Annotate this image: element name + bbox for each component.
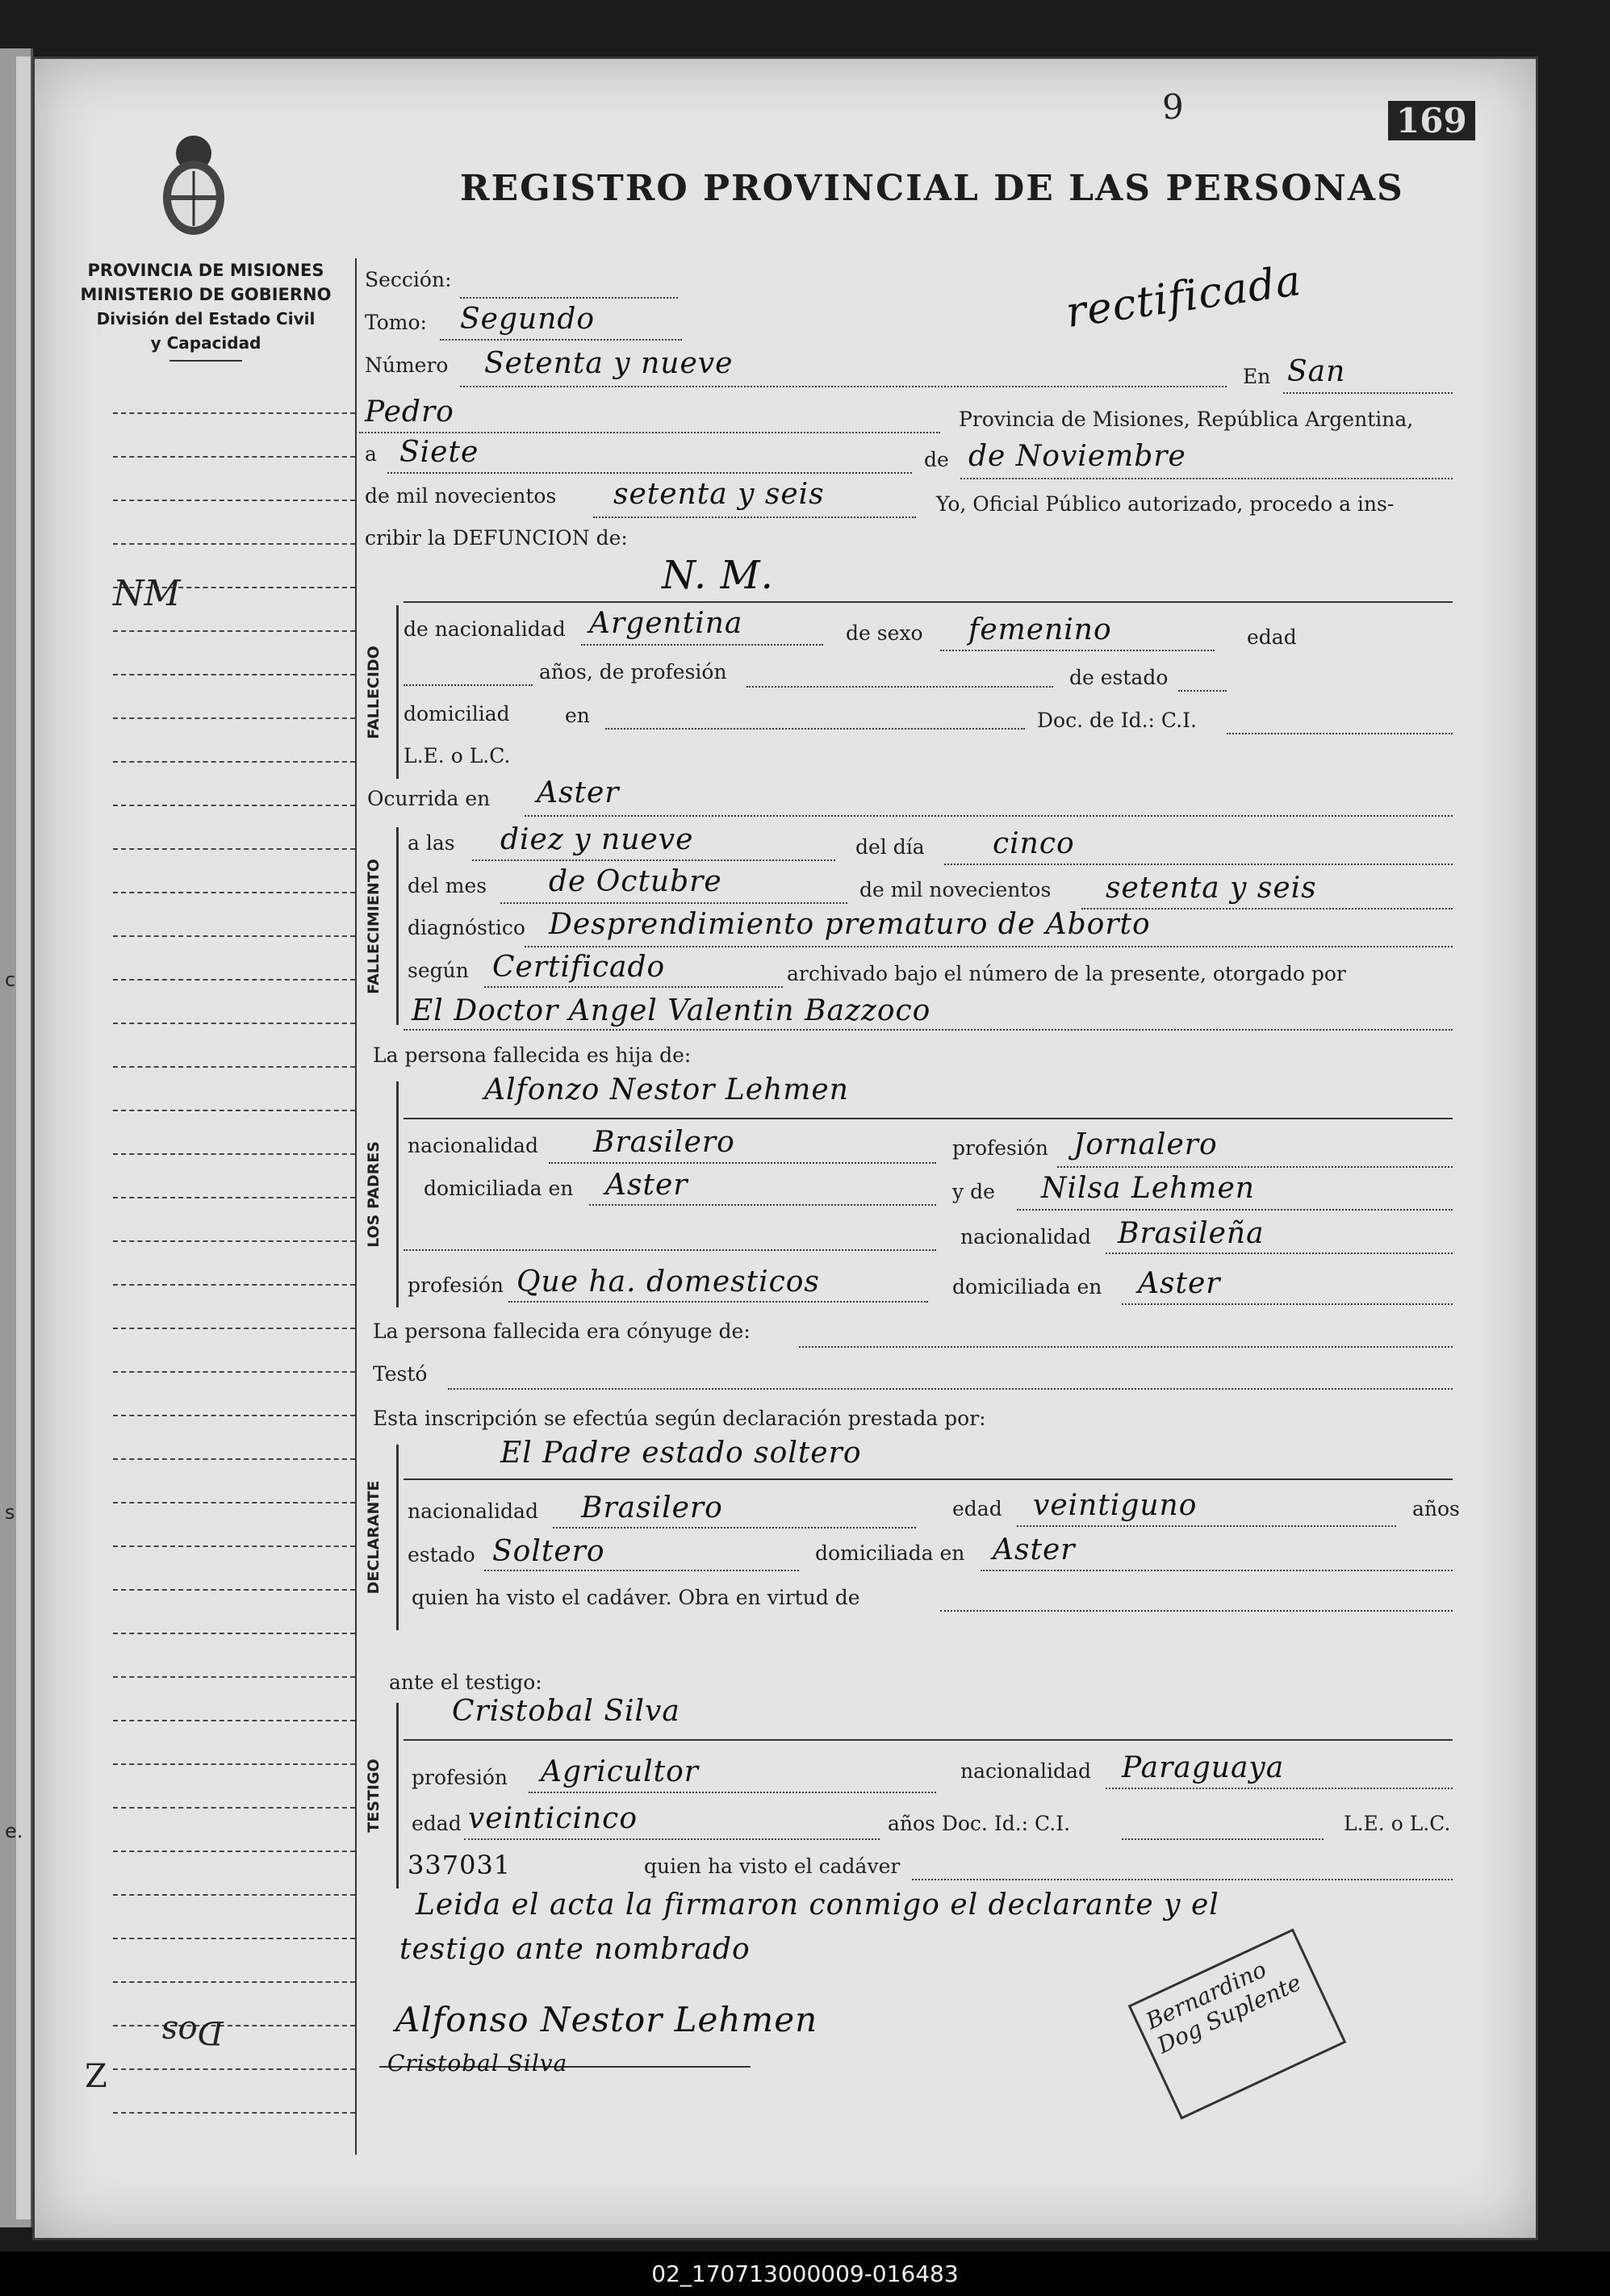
institution-line: División del Estado Civil — [96, 309, 316, 328]
value-padre-profesion: Jornalero — [1073, 1128, 1218, 1161]
left-edge-mark: c — [5, 968, 16, 991]
field-line — [529, 1792, 936, 1793]
field-line — [1106, 1788, 1453, 1789]
value-difunto: N. M. — [662, 553, 774, 598]
label-le-lc-2: L.E. o L.C. — [1344, 1812, 1451, 1835]
value-ocurrida-en: Aster — [537, 776, 620, 809]
label-nacionalidad-4: nacionalidad — [960, 1759, 1091, 1783]
stamp-text: Bernardino Dog Suplente — [1141, 1955, 1306, 2060]
label-profesion-3: profesión — [412, 1766, 508, 1789]
left-edge-mark: e. — [5, 1820, 23, 1842]
institution-line: PROVINCIA DE MISIONES — [87, 261, 324, 280]
value-declarante-estado: Soltero — [492, 1535, 605, 1568]
value-testigo-profesion: Agricultor — [541, 1755, 699, 1788]
margin-note: NM — [113, 573, 181, 614]
value-declarante-edad: veintiguno — [1033, 1489, 1198, 1522]
section-padres — [367, 1081, 399, 1307]
field-line — [404, 1029, 1453, 1031]
field-line — [1227, 733, 1453, 734]
label-yo-oficial: Yo, Oficial Público autorizado, procedo a ins- — [936, 492, 1395, 516]
section-label: FALLECIMIENTO — [365, 858, 383, 994]
label-ocurrida-en: Ocurrida en — [367, 787, 491, 810]
page-number: 9 — [1162, 87, 1184, 127]
value-tomo: Segundo — [460, 303, 596, 336]
value-sexo: femenino — [968, 613, 1112, 646]
label-de: de — [924, 448, 949, 471]
value-diagnostico: Desprendimiento prematuro de Aborto — [549, 908, 1151, 941]
institution-line: MINISTERIO DE GOBIERNO — [80, 285, 332, 304]
field-line — [553, 1527, 916, 1529]
value-declarante-nacionalidad: Brasilero — [581, 1491, 723, 1524]
value-madre: Nilsa Lehmen — [1041, 1172, 1255, 1205]
label-quien-cadaver-2: quien ha visto el cadáver — [644, 1855, 901, 1878]
field-line — [1017, 1209, 1453, 1211]
label-a: a — [365, 442, 377, 466]
label-cribir: cribir la DEFUNCION de: — [365, 526, 628, 550]
value-nacionalidad: Argentina — [589, 607, 743, 640]
stamp-number: 169 — [1388, 101, 1475, 140]
section-testigo — [367, 1703, 399, 1888]
section-fallecimiento — [367, 827, 399, 1025]
page-title: REGISTRO PROVINCIAL DE LAS PERSONAS — [460, 168, 1404, 209]
previous-page-edge — [16, 56, 31, 2219]
field-line — [500, 902, 847, 904]
label-tomo: Tomo: — [365, 311, 427, 334]
value-dia: Siete — [399, 436, 479, 469]
margin-divider — [355, 258, 357, 2155]
label-quien-cadaver: quien ha visto el cadáver. Obra en virtud de — [412, 1586, 860, 1609]
field-line — [1122, 1838, 1324, 1840]
value-anio: setenta y seis — [613, 478, 825, 511]
label-en: En — [1243, 365, 1271, 388]
closing-line-1: Leida el acta la firmaron conmigo el declarante y el — [416, 1888, 1219, 1922]
field-line — [404, 684, 533, 686]
label-domiciliada-en-2: domiciliada en — [952, 1275, 1102, 1299]
value-lugar: Pedro — [365, 395, 454, 429]
field-line — [944, 864, 1453, 865]
value-mes: de Noviembre — [968, 440, 1186, 473]
coat-of-arms-icon — [153, 121, 234, 242]
margin-notes-lines — [113, 412, 355, 2155]
label-edad: edad — [1247, 625, 1297, 649]
label-doc-id: Doc. de Id.: C.I. — [1037, 709, 1197, 732]
section-label: FALLECIDO — [365, 645, 383, 739]
label-testo: Testó — [373, 1362, 428, 1386]
field-line — [799, 1346, 1453, 1348]
field-line — [1106, 1253, 1453, 1254]
label-segun: según — [408, 959, 469, 982]
field-line — [508, 1301, 928, 1303]
field-line — [593, 516, 916, 518]
field-line — [1017, 1525, 1396, 1527]
label-le-lc: L.E. o L.C. — [404, 744, 511, 767]
label-edad-3: edad — [412, 1812, 462, 1835]
value-anio-fallec: setenta y seis — [1106, 872, 1317, 905]
value-testigo-doc: 337031 — [408, 1850, 512, 1880]
value-segun: Certificado — [492, 951, 666, 984]
value-hora: diez y nueve — [500, 823, 694, 856]
label-archivado: archivado bajo el número de la presente, otorgado por — [787, 962, 1346, 985]
label-profesion-2: profesión — [408, 1273, 504, 1297]
field-line — [960, 478, 1453, 479]
label-anos: años — [1412, 1497, 1460, 1520]
value-en: San — [1287, 355, 1346, 388]
label-inscripcion: Esta inscripción se efectúa según declaración prestada por: — [373, 1407, 986, 1430]
value-numero: Setenta y nueve — [484, 347, 734, 380]
label-anos-doc: años Doc. Id.: C.I. — [888, 1812, 1071, 1835]
left-edge-mark: s — [5, 1501, 15, 1524]
field-line — [404, 601, 1453, 603]
rectification-annotation: rectificada — [1063, 256, 1305, 338]
label-anos-profesion: años, de profesión — [539, 660, 727, 684]
value-padre-domicilio: Aster — [605, 1169, 688, 1202]
field-line — [404, 1118, 1453, 1119]
value-dia-fallec: cinco — [993, 827, 1075, 860]
label-ante-testigo: ante el testigo: — [389, 1671, 542, 1694]
field-line — [460, 386, 1227, 387]
field-line — [1122, 1303, 1453, 1305]
field-line — [464, 1838, 880, 1840]
label-a-las: a las — [408, 831, 455, 855]
section-label: DECLARANTE — [365, 1480, 383, 1595]
field-line — [404, 1739, 1453, 1741]
field-line — [404, 1249, 936, 1251]
label-del-mes: del mes — [408, 874, 487, 897]
section-fallecido — [367, 605, 399, 779]
value-testigo-edad: veinticinco — [468, 1802, 638, 1835]
label-conyuge: La persona fallecida era cónyuge de: — [373, 1319, 751, 1343]
field-line — [981, 1570, 1453, 1571]
value-declarante: El Padre estado soltero — [500, 1437, 862, 1470]
margin-signature: Dos — [161, 2014, 224, 2051]
field-line — [940, 650, 1215, 651]
label-domiciliada-en-3: domiciliada en — [815, 1541, 965, 1565]
label-nacionalidad: nacionalidad — [408, 1134, 538, 1157]
field-line — [746, 686, 1053, 688]
divider — [169, 360, 242, 362]
label-provincia: Provincia de Misiones, República Argentina, — [959, 408, 1414, 431]
field-line — [387, 472, 912, 474]
section-label: LOS PADRES — [365, 1141, 383, 1248]
field-line — [472, 859, 835, 861]
label-profesion: profesión — [952, 1136, 1049, 1160]
field-line — [359, 432, 940, 433]
field-line — [404, 1478, 1453, 1480]
field-line — [484, 1570, 799, 1571]
field-line — [581, 644, 823, 646]
field-line — [940, 1610, 1453, 1612]
label-nacionalidad-2: nacionalidad — [960, 1225, 1091, 1248]
label-de-sexo: de sexo — [846, 621, 923, 645]
signature-declarante: Alfonso Nestor Lehmen — [395, 2000, 818, 2039]
label-en: en — [565, 704, 590, 727]
value-madre-domicilio: Aster — [1138, 1267, 1221, 1300]
field-line — [605, 728, 1025, 730]
label-del-dia: del día — [855, 835, 925, 859]
value-mes-fallec: de Octubre — [549, 865, 722, 898]
field-line — [1057, 1166, 1453, 1168]
field-line — [549, 1162, 936, 1164]
field-line — [525, 946, 1453, 947]
margin-letter: Z — [85, 2058, 107, 2095]
label-seccion: Sección: — [365, 268, 452, 291]
section-label: TESTIGO — [365, 1759, 383, 1833]
label-domiciliad: domiciliad — [404, 702, 510, 726]
label-domiciliada-en: domiciliada en — [424, 1177, 574, 1200]
value-testigo-nacionalidad: Paraguaya — [1122, 1751, 1285, 1784]
signature-testigo: Cristobal Silva — [387, 2050, 568, 2076]
value-declarante-domicilio: Aster — [993, 1533, 1076, 1566]
label-diagnostico: diagnóstico — [408, 916, 525, 939]
institution-line: y Capacidad — [150, 333, 261, 353]
label-edad-2: edad — [952, 1497, 1002, 1520]
value-medico: El Doctor Angel Valentin Bazzoco — [412, 994, 931, 1027]
label-de-mil-2: de mil novecientos — [859, 878, 1052, 901]
section-declarante — [367, 1445, 399, 1630]
label-numero: Número — [365, 353, 449, 377]
field-line — [525, 815, 1453, 817]
field-line — [440, 339, 682, 341]
institution-header — [73, 258, 339, 362]
field-line — [484, 986, 783, 988]
label-de-estado: de estado — [1069, 666, 1169, 689]
field-line — [460, 297, 678, 299]
value-madre-profesion: Que ha. domesticos — [516, 1265, 820, 1299]
label-y-de: y de — [952, 1180, 995, 1203]
label-hija-de: La persona fallecida es hija de: — [373, 1043, 692, 1067]
field-line — [1283, 392, 1453, 394]
label-de-nacionalidad: de nacionalidad — [404, 617, 566, 641]
closing-line-2: testigo ante nombrado — [399, 1933, 751, 1966]
field-line — [1178, 690, 1227, 692]
field-line — [589, 1204, 936, 1206]
value-testigo: Cristobal Silva — [452, 1695, 680, 1728]
value-madre-nacionalidad: Brasileña — [1118, 1217, 1265, 1250]
label-de-mil: de mil novecientos — [365, 484, 557, 508]
label-estado: estado — [408, 1543, 475, 1566]
value-padre: Alfonzo Nestor Lehmen — [484, 1073, 849, 1106]
field-line — [912, 1879, 1453, 1880]
value-padre-nacionalidad: Brasilero — [593, 1126, 735, 1159]
label-nacionalidad-3: nacionalidad — [408, 1499, 538, 1523]
image-id-footer: 02_170713000009-016483 — [0, 2252, 1610, 2296]
field-line — [448, 1388, 1453, 1390]
